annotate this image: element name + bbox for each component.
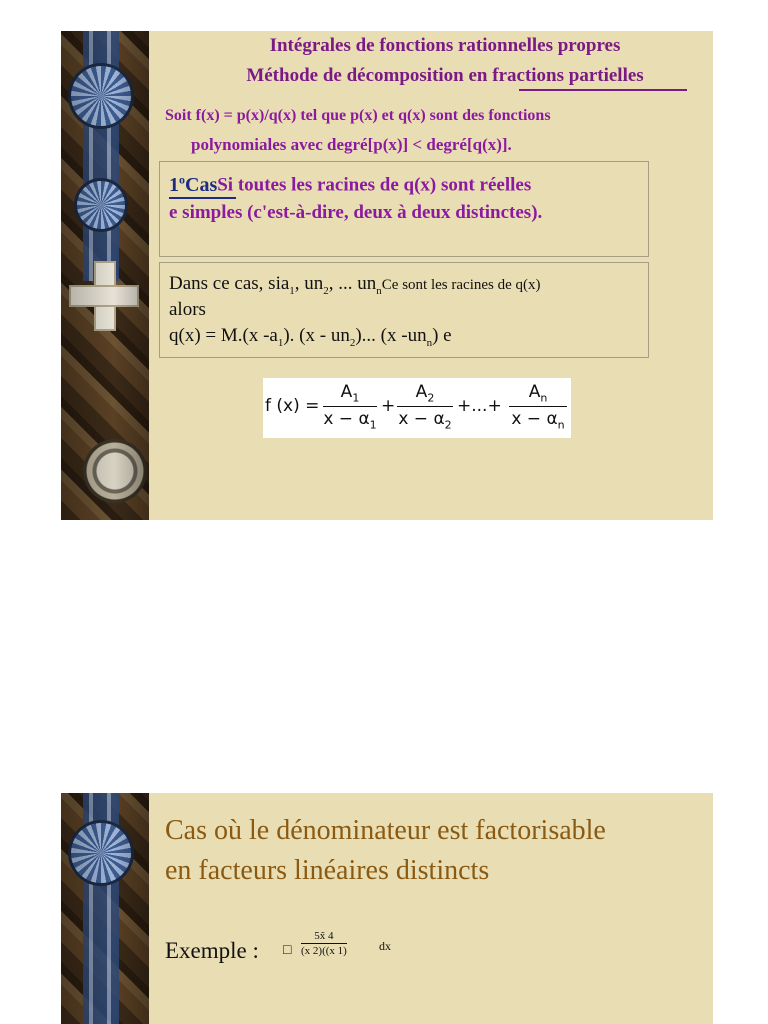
text-fragment: Dans ce cas, si (169, 273, 281, 294)
numerator: A (415, 382, 428, 402)
decorative-medal-panel (61, 31, 149, 520)
case-underline (169, 197, 236, 199)
formula-lhs: f (x) = (265, 396, 320, 416)
roots-line-1 (169, 273, 541, 297)
subscript: 2 (323, 284, 329, 297)
case-number: 1 (169, 173, 179, 196)
slide-title-line-1: Intégrales de fonctions rationnelles propres (269, 35, 621, 56)
example-fraction (301, 930, 347, 957)
text-fragment: , ... un (328, 273, 377, 294)
subscript: 2 (427, 391, 435, 405)
rosette-image (77, 181, 125, 229)
subscript: 1 (277, 336, 284, 349)
slide-2 (61, 793, 713, 1024)
decorative-medal-panel (61, 793, 149, 1024)
slide-title-line-2: Méthode de décomposition en fractions partielles (246, 65, 644, 86)
text-fragment: Ce sont les racines de q(x) (381, 277, 541, 293)
denominator: x − α (323, 409, 370, 430)
intro-line-2: polynomiales avec degré[p(x)] < degré[q(x)]. (191, 135, 512, 154)
subscript: 1 (352, 391, 360, 405)
denominator: x − α (511, 409, 558, 430)
text-fragment: q(x) = M.(x -a (169, 325, 278, 346)
subscript: n (376, 284, 382, 297)
intro-line-1: Soit f(x) = p(x)/q(x) tel que p(x) et q(x) sont des fonctions (165, 107, 551, 124)
subscript: 2 (349, 336, 356, 349)
medal-cross-image (69, 261, 139, 331)
case-word: Cas (185, 173, 218, 196)
partial-fraction-formula (263, 378, 571, 438)
slide-2-title-line-2: en facteurs linéaires distincts (165, 855, 490, 886)
rosette-image (71, 823, 131, 883)
case-line-2: e simples (c'est-à-dire, deux à deux distinctes). (169, 202, 543, 223)
numerator: A (528, 382, 541, 402)
case-heading (169, 172, 531, 197)
integral-icon: □ (283, 943, 292, 958)
text-fragment: , un (294, 273, 324, 294)
subscript: 2 (444, 418, 452, 432)
title-underline (519, 89, 687, 91)
subscript: 1 (289, 284, 295, 297)
denominator: x − α (398, 409, 445, 430)
subscript: n (557, 418, 565, 432)
subscript: n (540, 391, 548, 405)
plus-sign: + (381, 396, 396, 416)
roots-line-3 (169, 325, 452, 349)
example-label: Exemple : (165, 938, 259, 963)
roots-box (159, 262, 649, 358)
differential: dx (379, 939, 391, 953)
roots-line-2: alors (169, 299, 206, 320)
numerator: A (340, 382, 353, 402)
slide-2-title-line-1: Cas où le dénominateur est factorisable (165, 815, 606, 846)
subscript: 1 (369, 418, 377, 432)
ribbon-image (83, 793, 119, 1024)
slide-1 (61, 31, 713, 520)
fraction-n (509, 382, 567, 432)
case-condition: Si toutes les racines de q(x) sont réelles (217, 174, 532, 196)
ellipsis-sum: +...+ (457, 396, 502, 416)
case-box (159, 161, 649, 257)
case-ordinal: o (179, 172, 185, 186)
rosette-image (71, 66, 131, 126)
example-denominator: (x 2)((x 1) (301, 945, 347, 957)
text-fragment: )... (x -un (355, 325, 427, 346)
text-fragment: a (280, 273, 290, 294)
fraction-1 (323, 382, 377, 432)
compass-image (83, 439, 147, 503)
text-fragment: ) e (432, 325, 452, 346)
subscript: n (426, 336, 433, 349)
text-fragment: ). (x - un (283, 325, 350, 346)
example-numerator: 5x̃ 4 (301, 930, 347, 944)
ribbon-image (83, 31, 119, 281)
fraction-2 (397, 382, 453, 432)
